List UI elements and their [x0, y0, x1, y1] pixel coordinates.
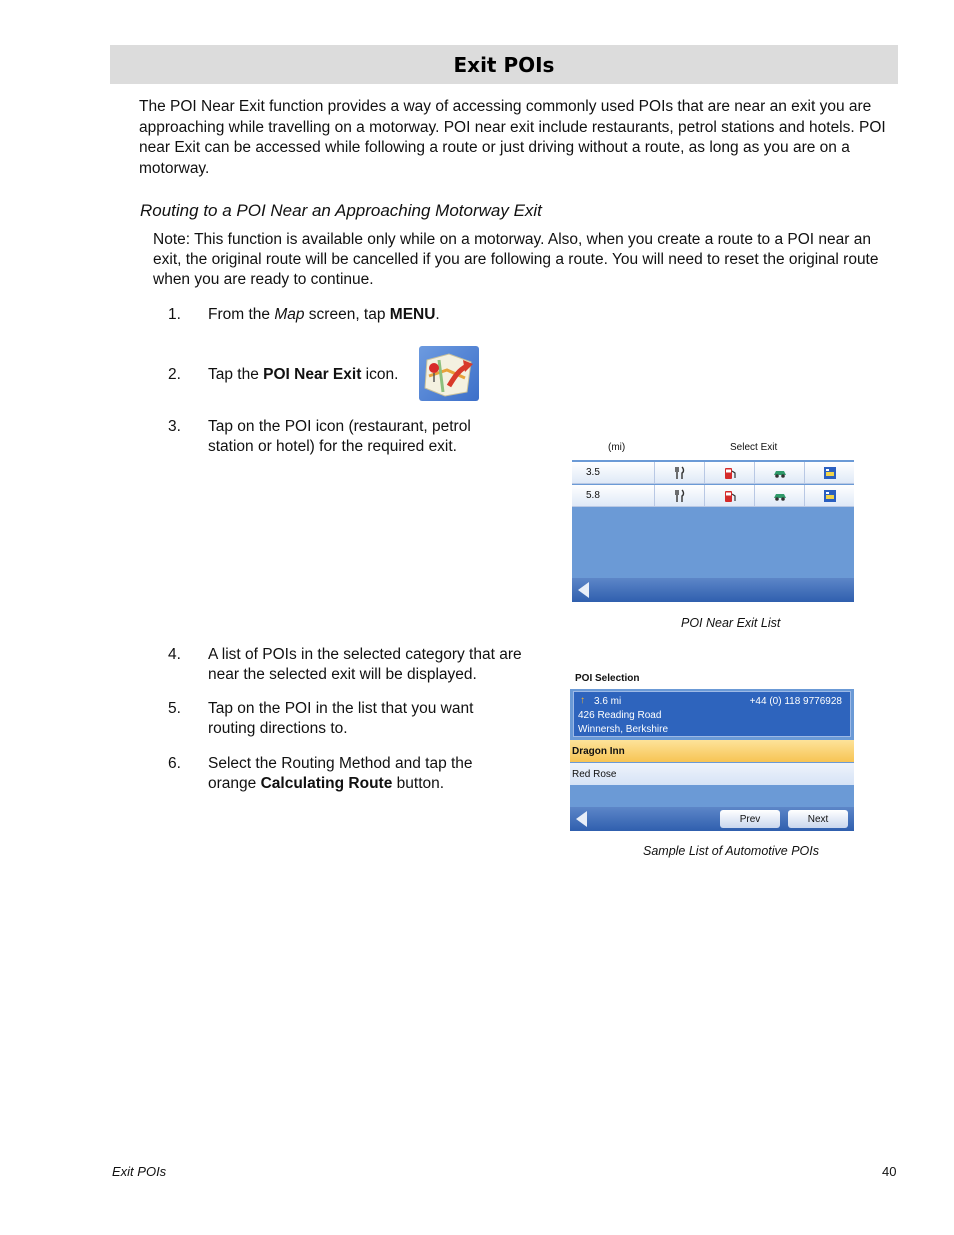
hotel-icon[interactable]	[804, 462, 854, 484]
unit-label: (mi)	[608, 442, 626, 453]
poi-list-item[interactable]	[570, 763, 854, 785]
poi-list-item-selected[interactable]	[570, 740, 854, 762]
step-number: 4.	[168, 646, 181, 663]
restaurant-icon[interactable]	[654, 462, 704, 484]
back-arrow-icon[interactable]	[578, 582, 589, 598]
screen2-bottom-bar	[570, 807, 854, 831]
note-paragraph: Note: This function is available only while on a motorway. Also, when you create a route to a POI near an exit, the original route will be cancelled if you are following a route. You will need to reset the original route when you are ready to continue.	[153, 231, 879, 289]
screen2-header	[570, 667, 854, 689]
caption-poi-near-exit: POI Near Exit List	[681, 616, 781, 630]
step-number: 5.	[168, 700, 181, 717]
page-title: Exit POIs	[453, 52, 555, 77]
footer-section: Exit POIs	[112, 1164, 167, 1179]
poi-phone: +44 (0) 118 9776928	[749, 696, 842, 707]
step-number: 3.	[168, 418, 181, 435]
poi-near-exit-icon	[419, 346, 479, 401]
poi-selection-screen	[570, 667, 854, 831]
step-text: Tap on the POI icon (restaurant, petrol station or hotel) for the required exit.	[208, 418, 471, 456]
poi-info-panel	[573, 691, 851, 737]
screen1-header	[572, 436, 854, 460]
step-text: Select the Routing Method and tap the orange Calculating Route button.	[208, 755, 473, 793]
exit-distance: 3.5	[586, 467, 600, 478]
step-text: Tap on the POI in the list that you want routing directions to.	[208, 700, 474, 738]
step-number: 6.	[168, 755, 181, 772]
poi-address-line1: 426 Reading Road	[578, 710, 662, 721]
caption-automotive-pois: Sample List of Automotive POIs	[643, 844, 820, 858]
poi-address-line2: Winnersh, Berkshire	[578, 724, 669, 735]
step-number: 2.	[168, 366, 181, 383]
direction-arrow-icon: ↑	[580, 695, 585, 706]
exit-row[interactable]	[572, 462, 854, 484]
poi-item-label: Dragon Inn	[572, 746, 625, 757]
hotel-icon[interactable]	[804, 485, 854, 507]
next-button[interactable]: Next	[788, 810, 848, 828]
restaurant-icon[interactable]	[654, 485, 704, 507]
step-text: Tap the POI Near Exit icon.	[208, 366, 399, 383]
poi-item-label: Red Rose	[572, 769, 617, 780]
fuel-icon[interactable]	[704, 485, 754, 507]
title-bar	[110, 45, 898, 84]
poi-selection-label: POI Selection	[575, 673, 640, 684]
select-exit-label: Select Exit	[730, 442, 778, 453]
poi-near-exit-screen	[572, 436, 854, 602]
footer-page-number: 40	[882, 1164, 897, 1179]
subheading: Routing to a POI Near an Approaching Motorway Exit	[140, 201, 542, 220]
exit-row[interactable]	[572, 485, 854, 507]
fuel-icon[interactable]	[704, 462, 754, 484]
prev-button[interactable]: Prev	[720, 810, 780, 828]
step-number: 1.	[168, 306, 181, 323]
poi-distance: 3.6 mi	[594, 696, 622, 707]
exit-distance: 5.8	[586, 490, 600, 501]
screen1-bottom-bar	[572, 578, 854, 602]
back-arrow-icon[interactable]	[576, 811, 587, 827]
step-text: From the Map screen, tap MENU.	[208, 306, 440, 323]
step-text: A list of POIs in the selected category that are near the selected exit will be displayed.	[208, 646, 522, 684]
intro-paragraph: The POI Near Exit function provides a way of accessing commonly used POIs that are near an exit you are approaching while travelling on a motorway. POI near exit include restaurants, petrol stations and hotels. POI near Exit can be accessed while following a route or just driving without a route, as long as you are on a motorway.	[139, 98, 886, 177]
car-service-icon[interactable]	[754, 462, 804, 484]
car-service-icon[interactable]	[754, 485, 804, 507]
